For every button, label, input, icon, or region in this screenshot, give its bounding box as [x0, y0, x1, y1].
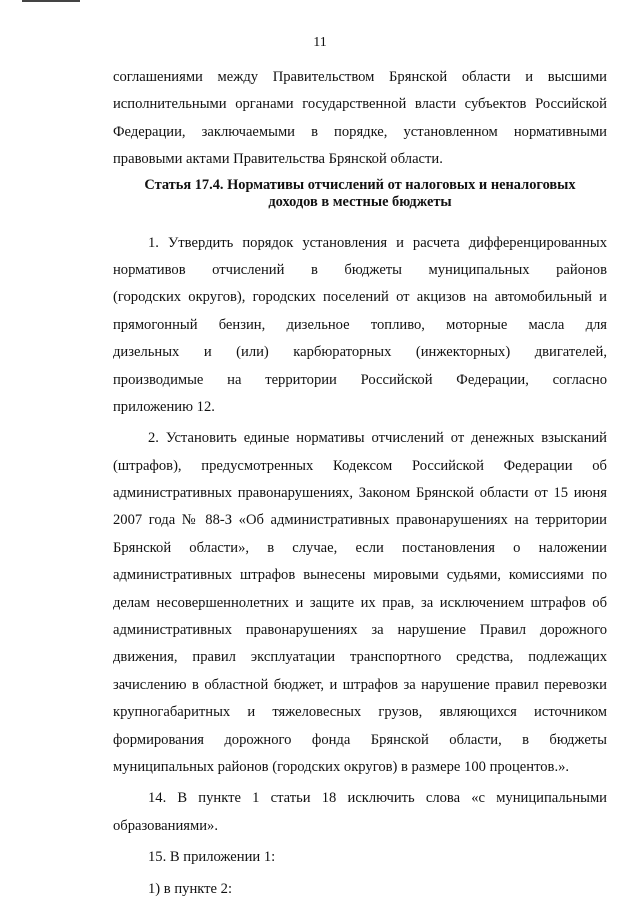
- text-line: нормативов отчислений в бюджеты муниципальных районов: [113, 261, 607, 278]
- text-line: муниципальных районов (городских округов) в размере 100 процентов.».: [113, 758, 570, 775]
- text-line: 15. В приложении 1:: [148, 849, 276, 866]
- text-line: прямогонный бензин, дизельное топливо, моторные масла для: [113, 316, 607, 333]
- text-line: дизельных и (или) карбюраторных (инжекторных) двигателей,: [113, 344, 607, 361]
- text-line: 1. Утвердить порядок установления и расчета дифференцированных: [148, 234, 607, 251]
- article-point-1: [113, 230, 607, 422]
- text-line: формирования дорожного фонда Брянской области, в бюджеты: [113, 731, 607, 748]
- text-line: 2. Установить единые нормативы отчислений от денежных взысканий: [148, 430, 607, 447]
- text-line: Брянской области», в случае, если постановления о наложении: [113, 539, 607, 556]
- article-point-2: [113, 425, 607, 781]
- text-line: образованиями».: [113, 817, 218, 834]
- text-line: 14. В пункте 1 статьи 18 исключить слова «с муниципальными: [148, 790, 607, 807]
- text-line: 1) в пункте 2:: [148, 880, 233, 897]
- top-rule: [22, 0, 80, 2]
- document-body: [113, 64, 607, 903]
- article-heading-line: доходов в местные бюджеты: [268, 193, 452, 210]
- text-line: административных правонарушениях за нарушение Правил дорожного: [113, 622, 607, 639]
- text-line: производимые на территории Российской Федерации, согласно: [113, 371, 607, 388]
- item-15-paragraph: [113, 844, 607, 871]
- text-line: административных штрафов вынесены мировыми судьями, комиссиями по: [113, 567, 607, 584]
- text-line: делам несовершеннолетних и защите их прав, за исключением штрафов об: [113, 594, 607, 611]
- text-line: приложению 12.: [113, 398, 215, 415]
- text-line: административных правонарушениях, Законом Брянской области от 15 июня: [113, 485, 607, 502]
- text-line: исполнительными органами государственной власти субъектов Российской: [113, 96, 607, 113]
- article-heading-line: Статья 17.4. Нормативы отчислений от налоговых и неналоговых: [144, 176, 576, 193]
- item-14-paragraph: [113, 785, 607, 840]
- intro-paragraph: [113, 64, 607, 174]
- text-line: зачислению в областной бюджет, и штрафов за нарушение правил перевозки: [113, 676, 607, 693]
- subitem-1-paragraph: [113, 876, 607, 903]
- page-number: 11: [313, 35, 327, 50]
- text-line: 2007 года № 88-З «Об административных правонарушениях на территории: [113, 512, 607, 529]
- text-line: (штрафов), предусмотренных Кодексом Российской Федерации об: [113, 457, 607, 474]
- text-line: крупногабаритных и тяжеловесных грузов, являющихся источником: [113, 704, 607, 721]
- text-line: движения, правил эксплуатации транспортного средства, подлежащих: [113, 649, 607, 666]
- text-line: соглашениями между Правительством Брянской области и высшими: [113, 69, 607, 85]
- text-line: Федерации, заключаемыми в порядке, установленном нормативными: [113, 123, 607, 140]
- text-line: правовыми актами Правительства Брянской области.: [113, 151, 443, 168]
- text-line: (городских округов), городских поселений от акцизов на автомобильный и: [113, 289, 607, 306]
- article-heading: [113, 177, 607, 211]
